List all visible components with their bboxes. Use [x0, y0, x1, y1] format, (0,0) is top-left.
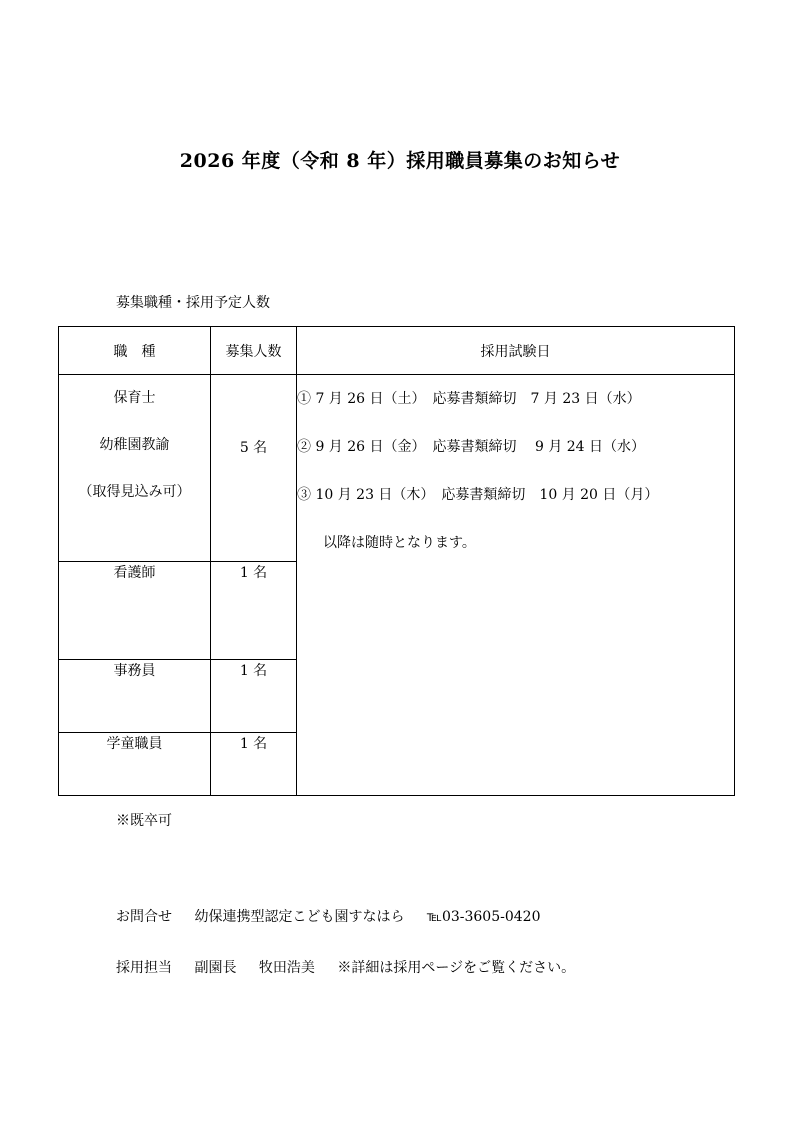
count-cell: 5 名 — [211, 375, 297, 562]
contact-line — [116, 906, 540, 926]
charge-name: 牧田浩美 — [258, 960, 315, 976]
phone-number: ℡03-3605-0420 — [426, 909, 541, 925]
charge-line — [116, 957, 575, 977]
footnote: ※既卒可 — [116, 813, 172, 829]
header-job: 職 種 — [59, 327, 211, 375]
job-name: 保育士 — [113, 390, 156, 407]
organization-name: 幼保連携型認定こども園すなはら — [194, 909, 405, 925]
contact-label: お問合せ — [116, 909, 172, 925]
exam-date-1: ① 7 月 26 日（土） 応募書類締切 7 月 23 日（水） — [297, 391, 641, 408]
job-qualification-note: （取得見込み可） — [78, 484, 191, 501]
detail-note: ※詳細は採用ページをご覧ください。 — [337, 960, 576, 976]
job-cell-office: 事務員 — [59, 659, 211, 732]
header-count: 募集人数 — [211, 327, 297, 375]
exam-note: 以降は随時となります。 — [323, 535, 476, 552]
count-cell: 1 名 — [211, 562, 297, 659]
job-cell-afterschool: 学童職員 — [59, 732, 211, 795]
page-title: 2026 年度（令和 8 年）採用職員募集のお知らせ — [179, 150, 621, 172]
header-exam-date: 採用試験日 — [297, 327, 735, 375]
job-cell-childcare — [59, 375, 211, 562]
count-cell: 1 名 — [211, 659, 297, 732]
table-header-row — [59, 327, 735, 375]
recruitment-table — [58, 326, 735, 796]
section-heading: 募集職種・採用予定人数 — [116, 295, 270, 311]
exam-date-2: ② 9 月 26 日（金） 応募書類締切 9 月 24 日（水） — [297, 439, 646, 456]
job-cell-nurse: 看護師 — [59, 562, 211, 659]
exam-dates-cell — [297, 375, 735, 796]
table-row — [59, 375, 735, 562]
charge-position: 副園長 — [194, 960, 237, 976]
count-cell: 1 名 — [211, 732, 297, 795]
job-name: 幼稚園教諭 — [99, 437, 170, 454]
charge-label: 採用担当 — [116, 960, 172, 976]
exam-date-3: ③ 10 月 23 日（木） 応募書類締切 10 月 20 日（月） — [297, 487, 659, 504]
